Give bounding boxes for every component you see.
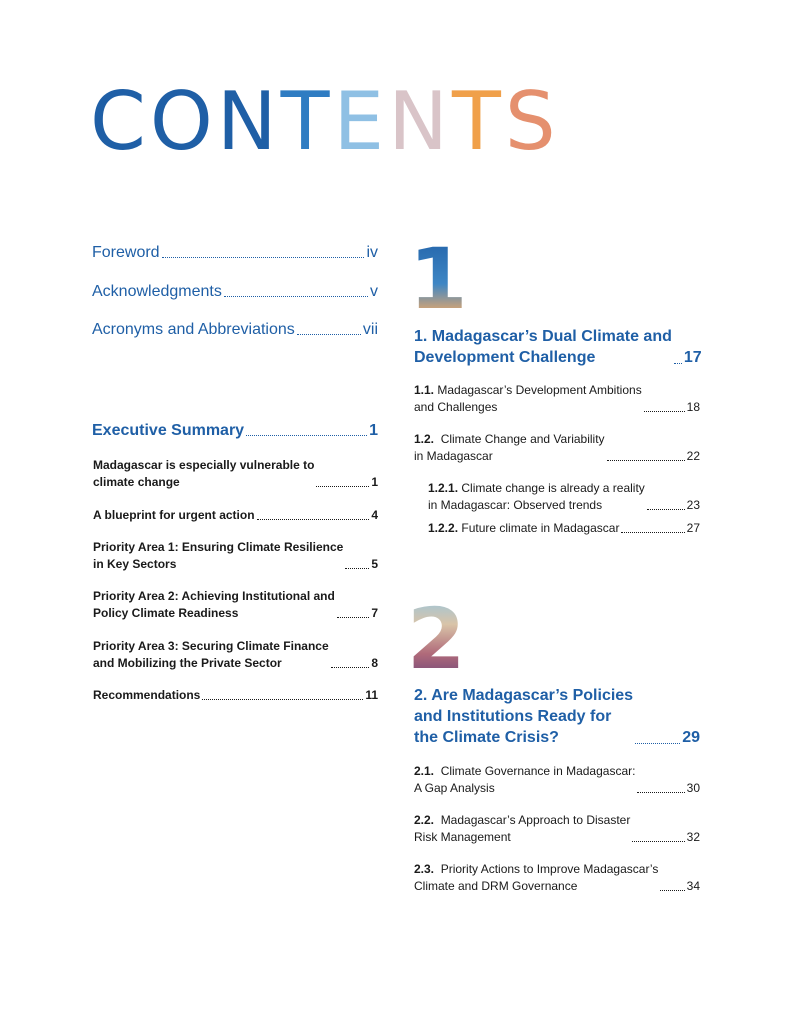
- page-title: [90, 75, 560, 168]
- title-letter: T: [451, 75, 505, 168]
- title-letter: T: [280, 75, 334, 168]
- toc-entry-2-1[interactable]: 2.1. Climate Governance in Madagascar: A Gap Analysis 30: [414, 764, 700, 795]
- toc-entry-exec-4[interactable]: Priority Area 2: Achieving Institutional and Policy Climate Readiness 7: [93, 589, 378, 620]
- title-letter: N: [216, 75, 281, 168]
- toc-entry-1-2-1[interactable]: 1.2.1. Climate change is already a reality in Madagascar: Observed trends 23: [428, 481, 700, 512]
- toc-entry-exec-6[interactable]: Recommendations 11: [93, 688, 378, 702]
- toc-entry-executive-summary[interactable]: Executive Summary 1: [92, 422, 378, 439]
- toc-entry-exec-2[interactable]: A blueprint for urgent action 4: [93, 508, 378, 522]
- title-letter: N: [388, 75, 452, 168]
- toc-entry-1-1[interactable]: 1.1. Madagascar’s Development Ambitions and Challenges 18: [414, 383, 700, 414]
- chapter-1-digit: 1: [409, 230, 468, 328]
- toc-entry-2-2[interactable]: 2.2. Madagascar’s Approach to Disaster Risk Management 32: [414, 813, 700, 844]
- chapter-1-number: [405, 230, 468, 328]
- toc-entry-1-2-2[interactable]: 1.2.2. Future climate in Madagascar 27: [428, 521, 700, 535]
- title-letter: O: [149, 75, 217, 168]
- toc-entry-chapter-2[interactable]: 2. Are Madagascar’s Policies and Institutions Ready for the Climate Crisis? 29: [414, 687, 700, 746]
- toc-entry-exec-5[interactable]: Priority Area 3: Securing Climate Finance and Mobilizing the Private Sector 8: [93, 639, 378, 670]
- title-letter: C: [90, 75, 150, 168]
- toc-entry-chapter-1[interactable]: 1. Madagascar’s Dual Climate and Development Challenge 17: [414, 328, 702, 366]
- toc-entry-1-2[interactable]: 1.2. Climate Change and Variability in Madagascar 22: [414, 432, 700, 463]
- toc-entry-acknowledgments[interactable]: Acknowledgments v: [92, 283, 378, 300]
- title-letter: E: [333, 75, 389, 168]
- toc-entry-exec-1[interactable]: Madagascar is especially vulnerable to climate change 1: [93, 458, 378, 489]
- toc-entry-exec-3[interactable]: Priority Area 1: Ensuring Climate Resilience in Key Sectors 5: [93, 540, 378, 571]
- chapter-2-digit: 2: [407, 590, 466, 688]
- toc-entry-acronyms[interactable]: Acronyms and Abbreviations vii: [92, 321, 378, 338]
- title-letter: S: [504, 75, 560, 168]
- toc-entry-2-3[interactable]: 2.3. Priority Actions to Improve Madagascar’s Climate and DRM Governance 34: [414, 862, 700, 893]
- toc-entry-foreword[interactable]: Foreword iv: [92, 244, 378, 261]
- chapter-2-number: [405, 590, 467, 688]
